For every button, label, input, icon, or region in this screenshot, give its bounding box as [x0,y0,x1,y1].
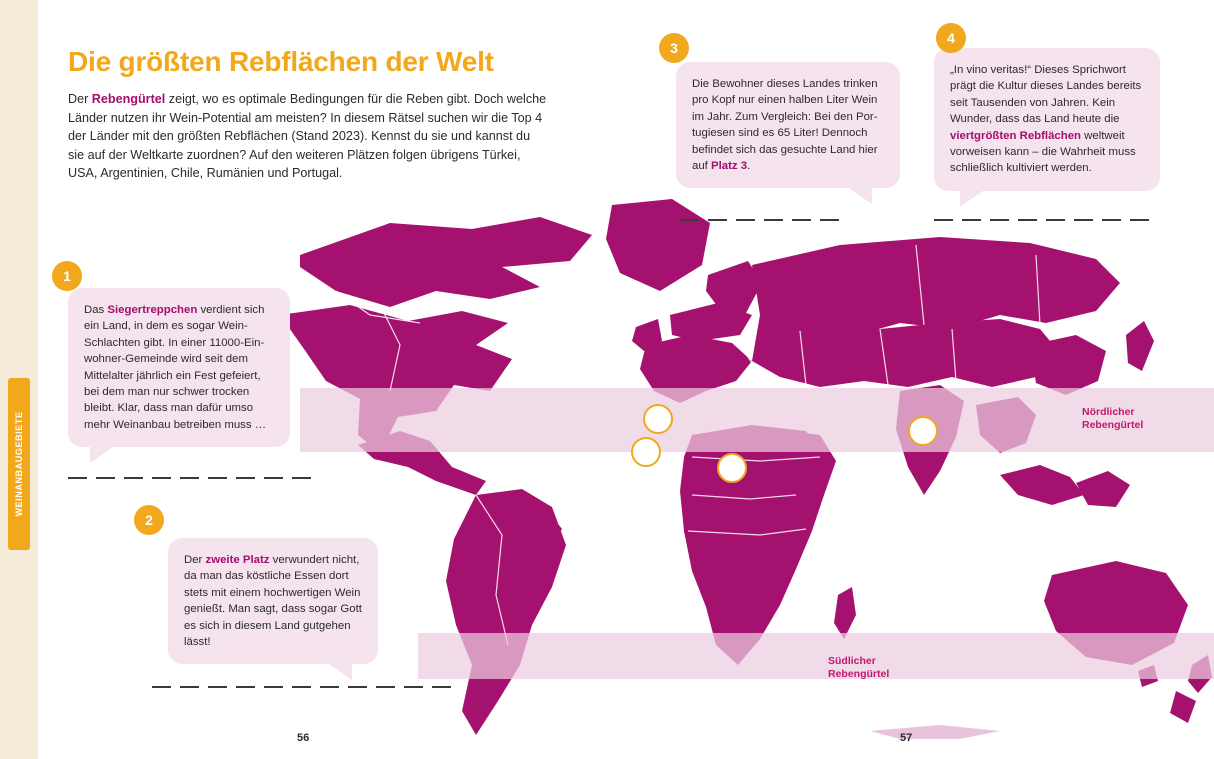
clue-bubble-4 [934,48,1160,191]
answer-line-2[interactable] [152,686,451,688]
clue-text-4: „In vino veritas!“ Dieses Sprichwort prägt die Kultur dieses Landes bereits seit Tausenden von Jahren. Kein Wunder, dass das Land heute die viertgrößten Rebflächen weltweit vorweisen kann – die Wahrheit muss schließlich kultiviert werden. [950,64,1142,175]
band-northern-rebenguertel [300,388,1214,452]
page-number-left: 56 [297,732,310,744]
marker-asia[interactable] [908,416,938,446]
page-title: Die größten Rebflächen der Welt [68,46,494,77]
band-north-label: Nördlicher Rebengürtel [1082,406,1144,431]
clue-text-2: Der zweite Platz verwundert nicht, da man das köstliche Essen dort stets mit einem hochwertigen Wein genießt. Man sagt, dass sogar Gott es sich in diesem Land gutgehen lässt! [184,554,362,649]
bubble-tail-2 [326,662,352,680]
intro-paragraph [68,90,548,183]
bubble-badge-4: 4 [936,23,966,53]
clue-bubble-3 [676,62,900,188]
intro-highlight: Rebengürtel [91,92,166,106]
band-southern-rebenguertel [418,633,1214,679]
band-south-label: Südlicher Rebengürtel [828,655,890,680]
answer-line-1[interactable] [68,477,311,479]
bubble-badge-1: 1 [52,261,82,291]
page-number-right: 57 [900,732,913,744]
section-tab-weinanbaugebiete[interactable] [8,378,30,550]
section-tab-label: WEINANBAUGEBIETE [14,411,24,517]
bubble-tail-3 [846,186,872,204]
marker-europe-north[interactable] [643,404,673,434]
clue-bubble-1 [68,288,290,447]
marker-iberia[interactable] [631,437,661,467]
clue-bubble-2 [168,538,378,664]
bubble-tail-1 [90,445,116,463]
bubble-badge-3: 3 [659,33,689,63]
intro-prefix: Der [68,92,92,106]
answer-line-3[interactable] [680,219,839,221]
clue-text-1: Das Siegertreppchen verdient sich ein Land, in dem es sogar Wein-Schlachten gibt. In einer 11000-Einwohner-Gemeinde wird seit dem Mittelalter jährlich ein Fest gefeiert, bei dem man nur schwer trocken bleibt. Klar, dass man dafür umso mehr Weinanbau betreiben muss … [84,304,267,431]
intro-rest: zeigt, wo es optimale Bedingungen für die Reben gibt. Doch welche Länder nutzen ihr Wein-Potential am meisten? In diesem Rätsel suchen wir die Top 4 der Länder mit den größten Rebflächen (Stand 2023). Kennst du sie und kannst du sie auf der Weltkarte zuordnen? Auf den weiteren Plätzen folgen übrigens Türkei, USA, Argentinien, Chile, Rumänien und Portugal. [68,92,547,180]
bubble-tail-4 [960,189,986,207]
bubble-badge-2: 2 [134,505,164,535]
answer-line-4[interactable] [934,219,1149,221]
clue-text-3: Die Bewohner dieses Landes trinken pro Kopf nur einen halben Liter Wein im Jahr. Zum Vergleich: Bei den Portugiesen sind es 65 Liter! Dennoch befindet sich das gesuchte Land hier auf Platz 3. [692,78,878,173]
marker-mediterranean[interactable] [717,453,747,483]
